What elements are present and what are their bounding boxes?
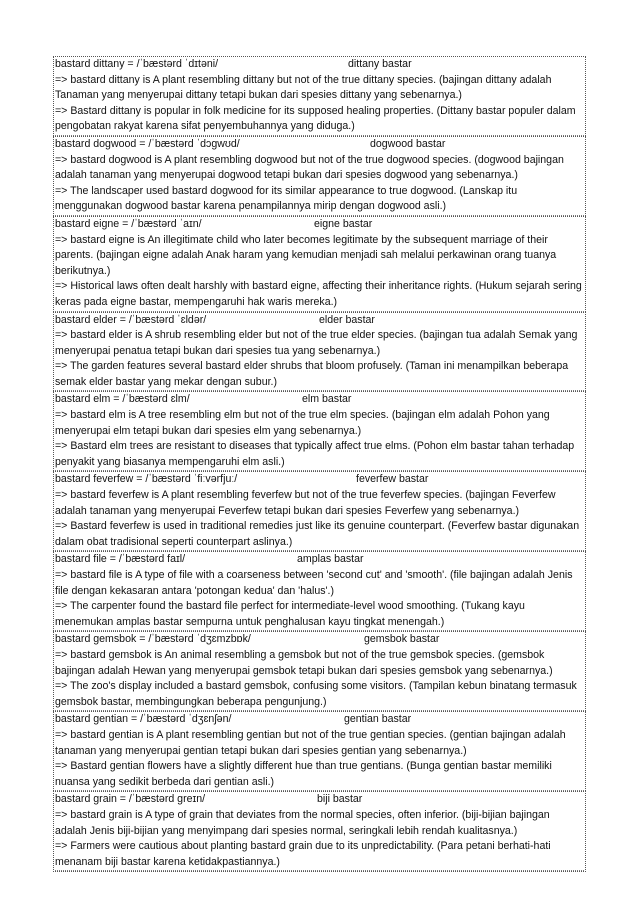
entry <box>53 391 586 471</box>
entry-header <box>55 313 584 329</box>
example: => Bastard elm trees are resistant to diseases that typically affect true elms. (Pohon elm bastar tahan terhadap penyakit yang biasanya mempengaruhi elm asli.) <box>55 439 584 471</box>
entry <box>53 136 586 216</box>
entry-header <box>55 472 584 488</box>
translation: eigne bastar <box>314 217 373 230</box>
definition: => bastard gemsbok is An animal resembling a gemsbok but not of the true gemsbok species. (gemsbok bajingan adalah Hewan yang menyerupai gemsbok tetapi bukan dari spesies gemsbok yang sebenarnya.) <box>55 648 553 677</box>
definition: => bastard dogwood is A plant resembling dogwood but not of the true dogwood species. (dogwood bajingan adalah tanaman yang menyerupai dogwood tetapi bukan dari spesies dogwood yang sebenarnya.) <box>55 153 564 182</box>
headword: bastard file = /ˈbæstərd faɪl/ <box>55 553 186 566</box>
entry-header <box>55 712 584 728</box>
entry <box>53 471 586 551</box>
definition: => bastard file is A type of file with a coarseness between 'second cut' and 'smooth'. (file bajingan adalah Jenis file dengan kekasaran antara 'potongan kedua' dan 'halus'.) <box>55 569 573 597</box>
translation: gemsbok bastar <box>364 633 440 646</box>
definition: => bastard feverfew is A plant resembling feverfew but not of the true feverfew species. (bajingan Feverfew adalah tanaman yang menyerupai Feverfew tetapi bukan dari spesies Feverfew yang sebenarnya.) <box>55 489 556 517</box>
entry <box>53 56 586 136</box>
definition: => bastard gentian is A plant resembling gentian but not of the true gentian species. (gentian bajingan adalah tanaman yang menyerupai gentian tetapi bukan dari spesies gentian yang sebenarnya.) <box>55 728 566 757</box>
entry-header <box>55 792 584 808</box>
definition: => bastard elm is A tree resembling elm but not of the true elm species. (bajingan elm adalah Pohon yang menyerupai elm tetapi bukan dari spesies elm yang sebenarnya.) <box>55 409 550 437</box>
entry-header <box>55 632 584 648</box>
headword: bastard gemsbok = /ˈbæstərd ˈdʒɛmzbɒk/ <box>55 633 251 646</box>
translation: feverfew bastar <box>356 473 429 486</box>
headword: bastard gentian = /ˈbæstərd ˈdʒɛnʃən/ <box>55 713 232 726</box>
headword: bastard elm = /ˈbæstərd ɛlm/ <box>55 393 190 406</box>
entry-header <box>55 552 584 568</box>
entry <box>53 216 586 312</box>
entry <box>53 551 586 631</box>
definition: => bastard dittany is A plant resembling dittany but not of the true dittany species. (bajingan dittany adalah Tanaman yang menyerupai dittany tetapi bukan dari spesies dittany yang sebenarnya.) <box>55 73 552 102</box>
translation: dogwood bastar <box>370 137 446 150</box>
entry-header <box>55 57 584 73</box>
headword: bastard eigne = /ˈbæstərd ˈaɪn/ <box>55 217 202 230</box>
definition: => bastard elder is A shrub resembling elder but not of the true elder species. (bajingan tua adalah Semak yang menyerupai penatua tetapi bukan dari spesies tua yang sebenarnya.) <box>55 329 578 357</box>
example: => Bastard dittany is popular in folk medicine for its supposed healing properties. (Dittany bastar populer dalam pengobatan rakyat karena sifat penyembuhannya yang diduga.) <box>55 104 584 136</box>
translation: dittany bastar <box>348 58 412 70</box>
entry-header <box>55 137 584 153</box>
entry-header <box>55 392 584 408</box>
example: => Bastard gentian flowers have a slightly different hue than true gentians. (Bunga gentian bastar memiliki nuansa yang sedikit berbeda dari gentian asli.) <box>55 759 584 791</box>
example: => The garden features several bastard elder shrubs that bloom profusely. (Taman ini menampilkan beberapa semak elder bastar yang mekar dengan subur.) <box>55 359 584 391</box>
headword: bastard grain = /ˈbæstərd ɡreɪn/ <box>55 793 206 806</box>
glossary-page <box>53 56 586 872</box>
example: => Farmers were cautious about planting bastard grain due to its unpredictability. (Para petani berhati-hati menanam biji bastar karena ketidakpastiannya.) <box>55 839 584 871</box>
headword: bastard elder = /ˈbæstərd ˈɛldər/ <box>55 313 207 326</box>
entry-header <box>55 217 584 233</box>
definition: => bastard eigne is An illegitimate child who later becomes legitimate by the subsequent marriage of their parents. (bajingan eigne adalah Anak haram yang kemudian menjadi sah melalui perkawinan orang tuanya berikutnya.) <box>55 233 557 277</box>
definition: => bastard grain is A type of grain that deviates from the normal species, often inferior. (biji-bijian bajingan adalah Jenis biji-bijian yang menyimpang dari spesies normal, seringkali lebih rendah kualitasnya.) <box>55 808 550 837</box>
headword: bastard dogwood = /ˈbæstərd ˈdɔɡwʊd/ <box>55 137 240 150</box>
entry <box>53 631 586 711</box>
translation: amplas bastar <box>297 553 364 566</box>
translation: gentian bastar <box>344 713 412 726</box>
example: => Historical laws often dealt harshly with bastard eigne, affecting their inheritance rights. (Hukum sejarah sering keras pada eigne bastar, mempengaruhi hak waris mereka.) <box>55 279 584 311</box>
example: => Bastard feverfew is used in traditional remedies just like its genuine counterpart. (Feverfew bastar digunakan dalam obat tradisional seperti counterpart aslinya.) <box>55 519 584 551</box>
headword: bastard dittany = /ˈbæstərd ˈdɪtəni/ <box>55 58 219 70</box>
translation: biji bastar <box>317 793 363 806</box>
example: => The zoo's display included a bastard gemsbok, confusing some visitors. (Tampilan kebun binatang termasuk gemsbok bastar, membingungkan beberapa pengunjung.) <box>55 679 584 711</box>
example: => The landscaper used bastard dogwood for its similar appearance to true dogwood. (Lanskap itu menggunakan dogwood bastar karena penampilannya mirip dengan dogwood asli.) <box>55 184 584 216</box>
entry <box>53 711 586 791</box>
translation: elm bastar <box>302 393 352 406</box>
entry <box>53 791 586 872</box>
translation: elder bastar <box>319 313 375 326</box>
entry <box>53 312 586 392</box>
headword: bastard feverfew = /ˈbæstərd ˈfiːvərfjuː/ <box>55 473 238 486</box>
example: => The carpenter found the bastard file perfect for intermediate-level wood smoothing. (Tukang kayu menemukan amplas bastar sempurna untuk penghalusan kayu tingkat menengah.) <box>55 599 584 631</box>
